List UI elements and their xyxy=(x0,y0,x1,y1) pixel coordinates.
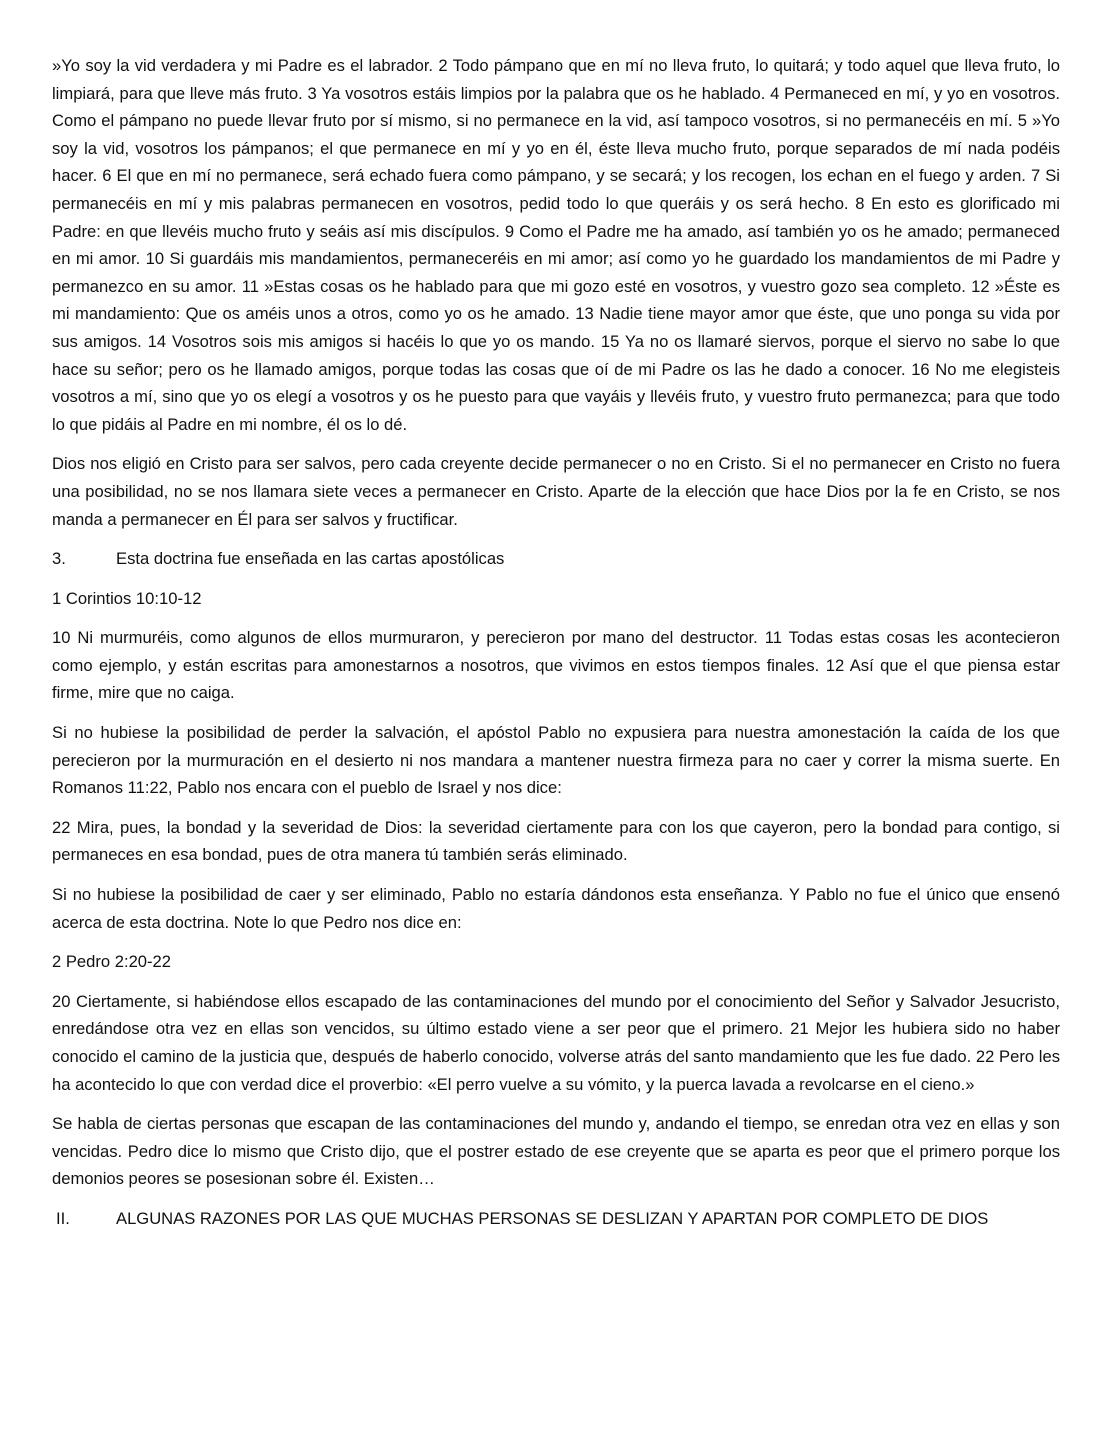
section-heading-ii xyxy=(52,1205,1060,1233)
scripture-romanos: 22 Mira, pues, la bondad y la severidad de Dios: la severidad ciertamente para con los que cayeron, pero la bondad para contigo, si permaneces en esa bondad, pues de otra manera tú también serás eliminado. xyxy=(52,817,1060,865)
commentary-paragraph: Dios nos eligió en Cristo para ser salvos, pero cada creyente decide permanecer o no en Cristo. Si el no permanecer en Cristo no fuera una posibilidad, no se nos llamara siete veces a permanecer en Cristo. Aparte de la elección que hace Dios por la fe en Cristo, se nos manda a permanecer en Él para ser salvos y fructificar. xyxy=(52,454,1060,529)
document-page xyxy=(52,52,1060,1233)
scripture-reference: 2 Pedro 2:20-22 xyxy=(52,952,172,972)
commentary-paragraph: Se habla de ciertas personas que escapan de las contaminaciones del mundo y, andando el tiempo, se enredan otra vez en ellas y son vencidas. Pedro dice lo mismo que Cristo dijo, que el postrer estado de ese creyente que se aparta es peor que el primero porque los demonios peores se posesionan sobre él. Existen… xyxy=(52,1114,1060,1189)
scripture-corintios: 10 Ni murmuréis, como algunos de ellos murmuraron, y perecieron por mano del destructor. 11 Todas estas cosas les acontecieron como ejemplo, y están escritas para amonestarnos a nosotros, que vivimos en estos tiempos finales. 12 Así que el que piensa estar firme, mire que no caiga. xyxy=(52,628,1060,703)
section-number: II. xyxy=(56,1208,70,1228)
section-number: 3. xyxy=(52,549,66,569)
commentary-paragraph: Si no hubiese la posibilidad de perder la salvación, el apóstol Pablo no expusiera para nuestra amonestación la caída de los que perecieron por la murmuración en el desierto ni nos mandara a mantener nuestra firmeza para no caer y correr la misma suerte. En Romanos 11:22, Pablo nos encara con el pueblo de Israel y nos dice: xyxy=(52,723,1060,798)
scripture-pedro: 20 Ciertamente, si habiéndose ellos escapado de las contaminaciones del mundo por el conocimiento del Señor y Salvador Jesucristo, enredándose otra vez en ellas son vencidos, su último estado viene a ser peor que el primero. 21 Mejor les hubiera sido no haber conocido el camino de la justicia que, después de haberlo conocido, volverse atrás del santo mandamiento que les fue dado. 22 Pero les ha acontecido lo que con verdad dice el proverbio: «El perro vuelve a su vómito, y la puerca lavada a revolcarse en el cieno.» xyxy=(52,991,1060,1094)
section-title: ALGUNAS RAZONES POR LAS QUE MUCHAS PERSONAS SE DESLIZAN Y APARTAN POR COMPLETO DE DIOS xyxy=(116,1208,989,1228)
section-heading-3 xyxy=(52,545,1060,573)
scripture-reference: 1 Corintios 10:10-12 xyxy=(52,588,202,608)
commentary-paragraph: Si no hubiese la posibilidad de caer y ser eliminado, Pablo no estaría dándonos esta enseñanza. Y Pablo no fue el único que ensenó acerca de esta doctrina. Note lo que Pedro nos dice en: xyxy=(52,885,1060,932)
section-title: Esta doctrina fue enseñada en las cartas apostólicas xyxy=(116,549,505,569)
scripture-juan-15: »Yo soy la vid verdadera y mi Padre es el labrador. 2 Todo pámpano que en mí no lleva fruto, lo quitará; y todo aquel que lleva fruto, lo limpiará, para que lleve más fruto. 3 Ya vosotros estáis limpios por la palabra que os he hablado. 4 Permaneced en mí, y yo en vosotros. Como el pámpano no puede llevar fruto por sí mismo, si no permanece en la vid, así tampoco vosotros, si no permanecéis en mí. 5 »Yo soy la vid, vosotros los pámpanos; el que permanece en mí y yo en él, éste lleva mucho fruto, porque separados de mí nada podéis hacer. 6 El que en mí no permanece, será echado fuera como pámpano, y se secará; y los recogen, los echan en el fuego y arden. 7 Si permanecéis en mí y mis palabras permanecen en vosotros, pedid todo lo que queráis y os será hecho. 8 En esto es glorificado mi Padre: en que llevéis mucho fruto y seáis así mis discípulos. 9 Como el Padre me ha amado, así también yo os he amado; permaneced en mi amor. 10 Si guardáis mis mandamientos, permaneceréis en mi amor; así como yo he guardado los mandamientos de mi Padre y permanezco en su amor. 11 »Estas cosas os he hablado para que mi gozo esté en vosotros, y vuestro gozo sea completo. 12 »Éste es mi mandamiento: Que os améis unos a otros, como yo os he amado. 13 Nadie tiene mayor amor que éste, que uno ponga su vida por sus amigos. 14 Vosotros sois mis amigos si hacéis lo que yo os mando. 15 Ya no os llamaré siervos, porque el siervo no sabe lo que hace su señor; pero os he llamado amigos, porque todas las cosas que oí de mi Padre os las he dado a conocer. 16 No me elegisteis vosotros a mí, sino que yo os elegí a vosotros y os he puesto para que vayáis y llevéis fruto, y vuestro fruto permanezca; para que todo lo que pidáis al Padre en mi nombre, él os lo dé. xyxy=(52,56,1060,434)
